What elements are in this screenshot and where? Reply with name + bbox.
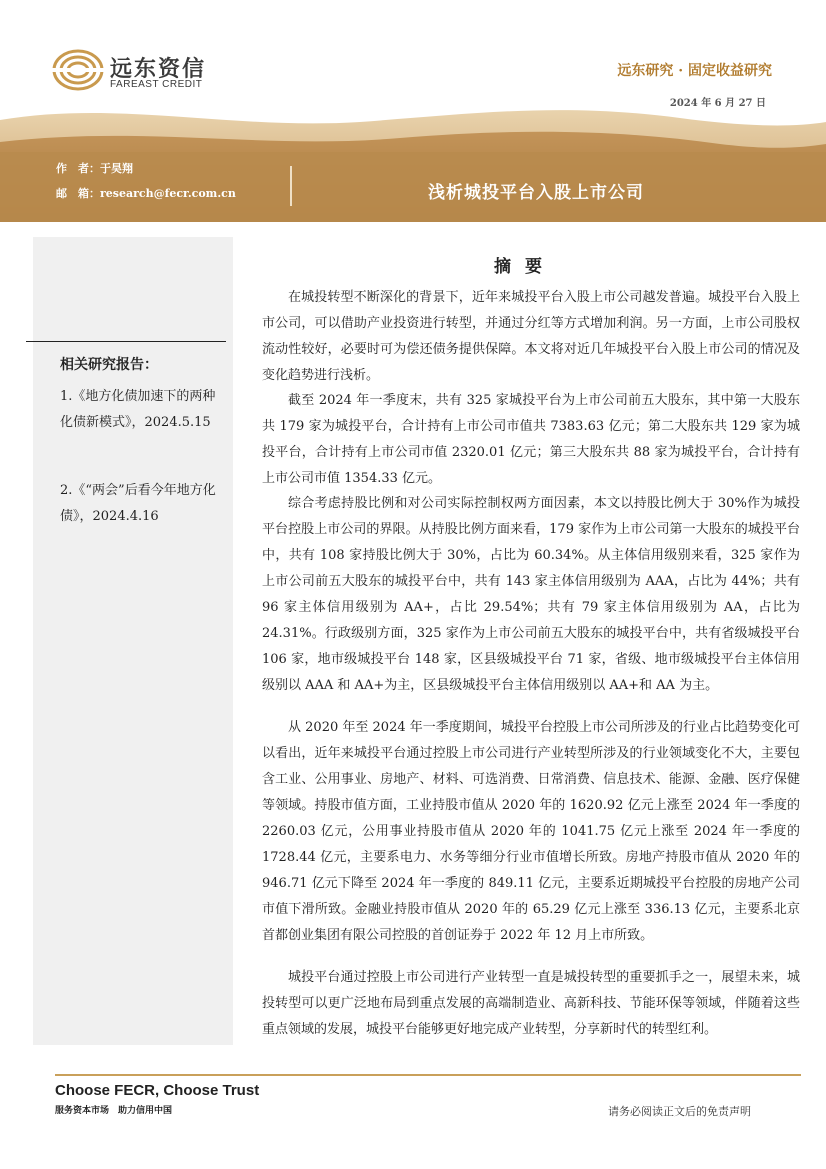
logo-chinese-name: 远东资信 bbox=[110, 57, 207, 82]
author-line bbox=[56, 160, 133, 176]
sidebar-divider bbox=[26, 341, 226, 342]
author-name: 于昊翔 bbox=[100, 162, 133, 175]
report-date: 2024 年 6 月 27 日 bbox=[669, 98, 766, 109]
fareast-logo-icon bbox=[52, 48, 104, 92]
logo-english-name: FAREAST CREDIT bbox=[110, 79, 203, 90]
footer-disclaimer[interactable]: 请务必阅读正文后的免责声明 bbox=[608, 1105, 751, 1118]
abstract-paragraph-1: 在城投转型不断深化的背景下，近年来城投平台入股上市公司越发普遍。城投平台入股上市公司，可以借助产业投资进行转型，并通过分红等方式增加利润。另一方面，上市公司股权流动性较好，必要时可为偿还债务提供保障。本文将对近几年城投平台入股上市公司的情况及变化趋势进行浅析。 bbox=[262, 290, 800, 383]
related-report-item-2[interactable]: 2.《“两会”后看今年地方化债》，2024.4.16 bbox=[60, 483, 216, 524]
footer-divider bbox=[55, 1074, 801, 1076]
footer-slogan: Choose FECR, Choose Trust bbox=[55, 1082, 260, 1099]
abstract-paragraph-4: 从 2020 年至 2024 年一季度期间，城投平台控股上市公司所涉及的行业占比趋势变化可以看出，近年来城投平台通过控股上市公司进行产业转型所涉及的行业领域变化不大，主要包含工业、公用事业、房地产、材料、可选消费、日常消费、信息技术、能源、金融、医疗保健等领域。持股市值方面，工业持股市值从 2020 年的 1620.92 亿元上涨至 2024 年一季度的 2260.03 亿元，公用事业持股市值从 2020 年的 1041.75 亿元上涨至 2024 年一季度的 1728.44 亿元，主要系电力、水务等细分行业市值增长所致。房地产持股市值从 2020 年的 946.71 亿元下降至 2024 年一季度的 849.11 亿元，主要系近期城投平台控股的房地产公司市值下滑所致。金融业持股市值从 2020 年的 65.29 亿元上涨至 336.13 亿元，主要系北京首都创业集团有限公司控股的首创证券于 2022 年 12 月上市所致。 bbox=[262, 720, 800, 943]
report-title: 浅析城投平台入股上市公司 bbox=[428, 183, 644, 203]
related-reports-sidebar bbox=[33, 237, 233, 1045]
author-label: 作 者： bbox=[56, 162, 100, 175]
related-reports-title: 相关研究报告： bbox=[60, 357, 158, 373]
related-report-item-1[interactable]: 1.《地方化债加速下的两种化债新模式》，2024.5.15 bbox=[60, 389, 216, 430]
abstract-paragraph-5: 城投平台通过控股上市公司进行产业转型一直是城投转型的重要抓手之一，展望未来，城投转型可以更广泛地布局到重点发展的高端制造业、高新科技、节能环保等领域，伴随着这些重点领域的发展，城投平台能够更好地完成产业转型，分享新时代的转型红利。 bbox=[262, 970, 800, 1037]
email-label: 邮 箱： bbox=[56, 187, 100, 200]
abstract-paragraph-2: 截至 2024 年一季度末，共有 325 家城投平台为上市公司前五大股东，其中第一大股东共 179 家为城投平台，合计持有上市公司市值共 7383.63 亿元；第二大股东共 129 家为城投平台，合计持有上市公司市值 2320.01 亿元；第三大股东共 88 家为城投平台，合计持有上市公司市值 1354.33 亿元。 bbox=[262, 393, 800, 486]
abstract-paragraph-3: 综合考虑持股比例和对公司实际控制权两方面因素，本文以持股比例大于 30%作为城投平台控股上市公司的界限。从持股比例方面来看，179 家作为上市公司第一大股东的城投平台中，共有 108 家持股比例大于 30%，占比为 60.34%。从主体信用级别来看，325 家作为上市公司前五大股东的城投平台中，共有 143 家主体信用级别为 AAA，占比为 44%；共有 96 家主体信用级别为 AA+，占比 29.54%；共有 79 家主体信用级别为 AA，占比为 24.31%。行政级别方面，325 家作为上市公司前五大股东的城投平台中，共有省级城投平台 106 家，地市级城投平台 148 家，区县级城投平台 71 家，省级、地市级城投平台主体信用级别以 AAA 和 AA+为主，区县级城投平台主体信用级别以 AA+和 AA 为主。 bbox=[262, 496, 800, 693]
email-line bbox=[56, 185, 236, 201]
abstract-title: 摘要 bbox=[494, 257, 556, 277]
email-value: research@fecr.com.cn bbox=[100, 187, 236, 200]
footer-slogan-sub: 服务资本市场 助力信用中国 bbox=[55, 1106, 173, 1116]
report-series: 远东研究 · 固定收益研究 bbox=[617, 63, 772, 79]
